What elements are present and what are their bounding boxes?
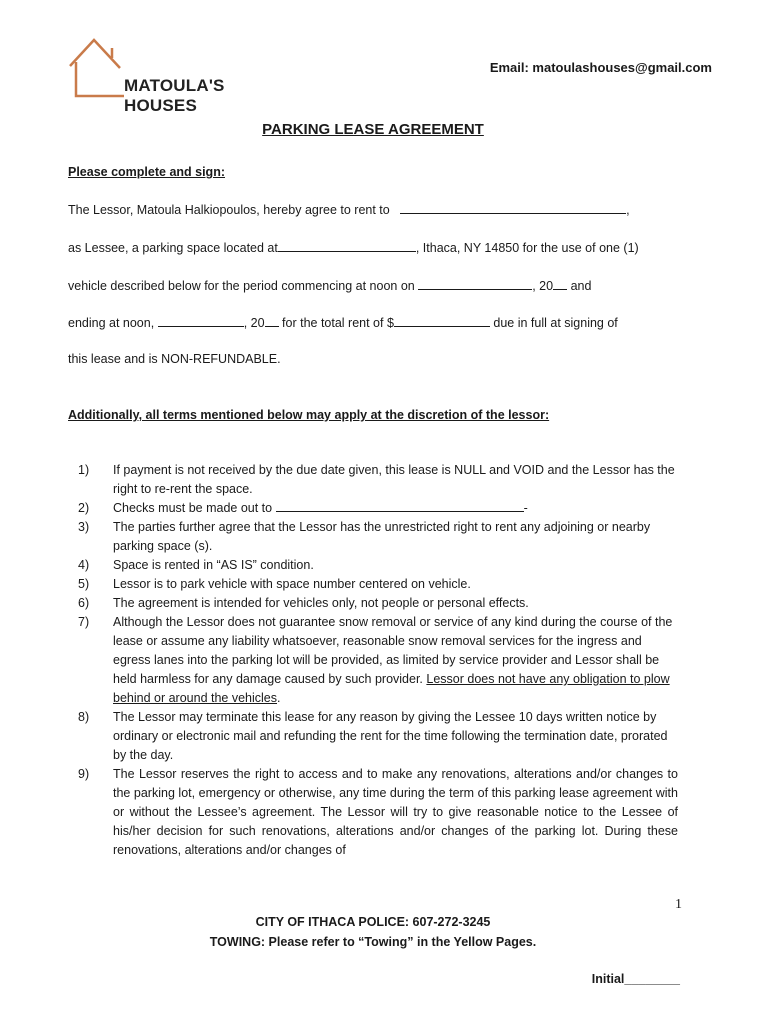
towing-note: TOWING: Please refer to “Towing” in the Yellow Pages. [209,935,537,949]
police-contact: CITY OF ITHACA POLICE: 607-272-3245 [255,915,491,929]
term-9: 9) The Lessor reserves the right to access and to make any renovations, alterations and/or changes to the parking lot, emergency or otherwise, any time during the term of this parking lease agreement with or without the Lessee’s agreement. The Lessor will try to give reasonable notice to the Lessee of his/her decision for such renovations, alterations and/or changes of the parking lot. During these renovations, alterations and/or changes of [78,767,678,857]
term-8: 8) The Lessor may terminate this lease for any reason by giving the Lessee 10 days written notice by ordinary or electronic mail and refunding the rent for the time following the termination date, prorated by the day. [78,710,668,762]
logo-text: MATOULA'S HOUSES [124,76,225,115]
total-rent-field[interactable] [394,315,490,327]
terms-list [78,461,678,860]
contact-email: Email: matoulashouses@gmail.com [489,60,712,75]
end-year-field[interactable] [265,315,279,327]
body-line-3: vehicle described below for the period commencing at noon on , 20 and [68,279,592,293]
term-7: 7) Although the Lessor does not guarantee snow removal or service of any kind during the course of the lease or assume any liability whatsoever, reasonable snow removal services for the ingress and egress lanes into the parking lot will be provided, as limited by service provider and Lessor shall be held harmless for any damage caused by such provider. Lessor does not have any obligation to plow behind or around the vehicles. [78,615,673,705]
initial-field[interactable]: Initial________ [591,972,680,986]
company-logo [66,36,296,115]
term-1: 1) If payment is not received by the due date given, this lease is NULL and VOID and the Lessor has the right to re-rent the space. [78,463,675,496]
term-5: 5) Lessor is to park vehicle with space number centered on vehicle. [78,577,471,591]
house-icon [66,36,126,100]
page-number: 1 [675,897,682,912]
term-6: 6) The agreement is intended for vehicles only, not people or personal effects. [78,596,529,610]
checks-payee-field[interactable] [276,500,524,512]
term-3: 3) The parties further agree that the Lessor has the unrestricted right to rent any adjoining or nearby parking space (s). [78,520,651,553]
body-line-4: ending at noon, , 20 for the total rent of $ due in full at signing of [68,316,618,330]
start-date-field[interactable] [418,278,532,290]
body-line-1: The Lessor, Matoula Halkiopoulos, hereby agree to rent to , [68,203,630,217]
instructions-heading: Please complete and sign: [68,165,225,179]
page-title: PARKING LEASE AGREEMENT [262,121,484,138]
term-4: 4) Space is rented in “AS IS” condition. [78,558,314,572]
term-2: 2) Checks must be made out to - [78,501,528,515]
end-date-field[interactable] [158,315,244,327]
body-line-5: this lease and is NON-REFUNDABLE. [68,352,281,366]
lessee-name-field[interactable] [400,202,626,214]
parking-location-field[interactable] [278,240,416,252]
start-year-field[interactable] [553,278,567,290]
additional-terms-heading: Additionally, all terms mentioned below may apply at the discretion of the lessor: [68,408,550,422]
body-line-2: as Lessee, a parking space located at , Ithaca, NY 14850 for the use of one (1) [68,241,639,255]
